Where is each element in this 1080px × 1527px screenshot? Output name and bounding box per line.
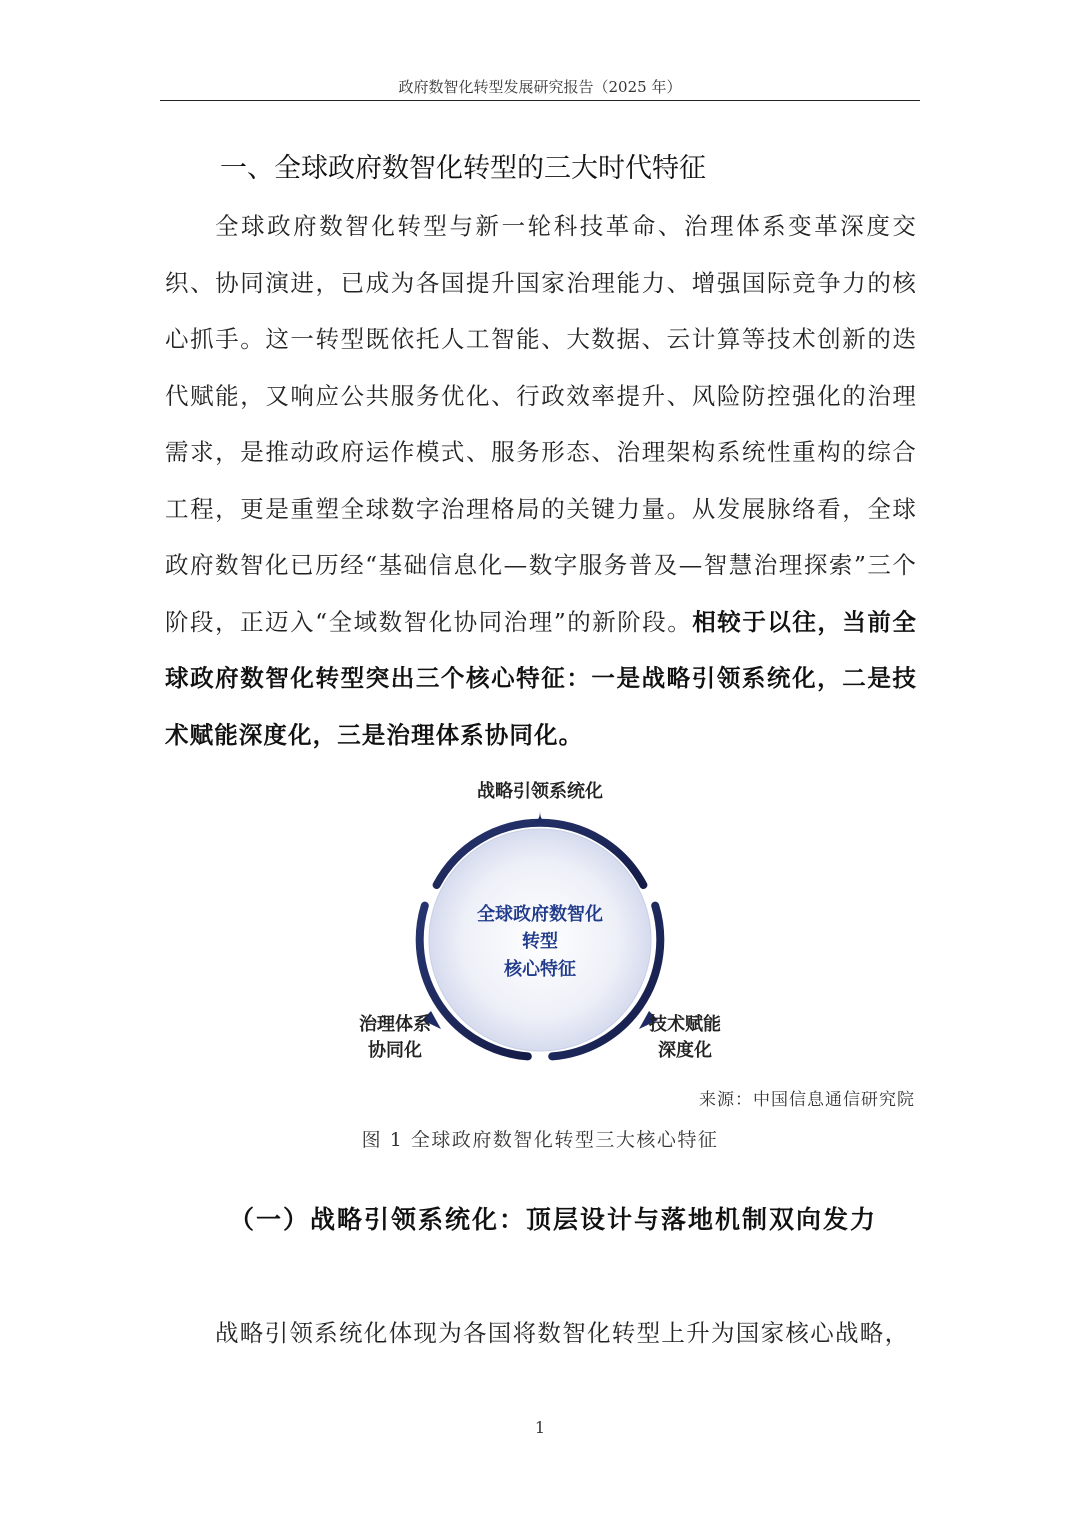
diagram-center-line1: 全球政府数智化 bbox=[477, 904, 603, 925]
figure-caption: 图 1 全球政府数智化转型三大核心特征 bbox=[361, 1129, 719, 1151]
diagram-label-left-line1: 治理体系 bbox=[359, 1014, 431, 1035]
paragraph-strategy: 战略引领系统化体现为各国将数智化转型上升为国家核心战略， bbox=[215, 1319, 910, 1347]
running-header: 政府数智化转型发展研究报告（2025 年） bbox=[398, 78, 682, 96]
diagram-label-right-line1: 技术赋能 bbox=[649, 1014, 721, 1035]
diagram-label-top: 战略引领系统化 bbox=[477, 781, 603, 802]
diagram-center-line2: 转型 bbox=[522, 931, 558, 952]
diagram-label-right-line2: 深度化 bbox=[658, 1040, 712, 1061]
page-number: 1 bbox=[534, 1418, 546, 1437]
header-rule bbox=[160, 100, 920, 101]
subsection-title: （一）战略引领系统化：顶层设计与落地机制双向发力 bbox=[229, 1205, 878, 1234]
paragraph-intro-emphasis: 相较于以往，当前全球政府数智化转型突出三个核心特征：一是战略引领系统化，二是技术赋能深度化，三是治理体系协同化。 bbox=[165, 607, 917, 749]
figure-source: 来源：中国信息通信研究院 bbox=[699, 1090, 915, 1110]
paragraph-intro bbox=[165, 198, 917, 763]
diagram-label-left-line2: 协同化 bbox=[368, 1040, 422, 1061]
core-features-diagram bbox=[330, 770, 750, 1080]
diagram-center-line3: 核心特征 bbox=[504, 959, 576, 980]
section-title: 一、全球政府数智化转型的三大时代特征 bbox=[220, 153, 706, 184]
paragraph-intro-text: 全球政府数智化转型与新一轮科技革命、治理体系变革深度交织、协同演进，已成为各国提升国家治理能力、增强国际竞争力的核心抓手。这一转型既依托人工智能、大数据、云计算等技术创新的迭代赋能，又响应公共服务优化、行政效率提升、风险防控强化的治理需求，是推动政府运作模式、服务形态、治理架构系统性重构的综合工程，更是重塑全球数字治理格局的关键力量。从发展脉络看，全球政府数智化已历经“基础信息化—数字服务普及—智慧治理探索”三个阶段，正迈入“全域数智化协同治理”的新阶段。 bbox=[165, 212, 917, 636]
